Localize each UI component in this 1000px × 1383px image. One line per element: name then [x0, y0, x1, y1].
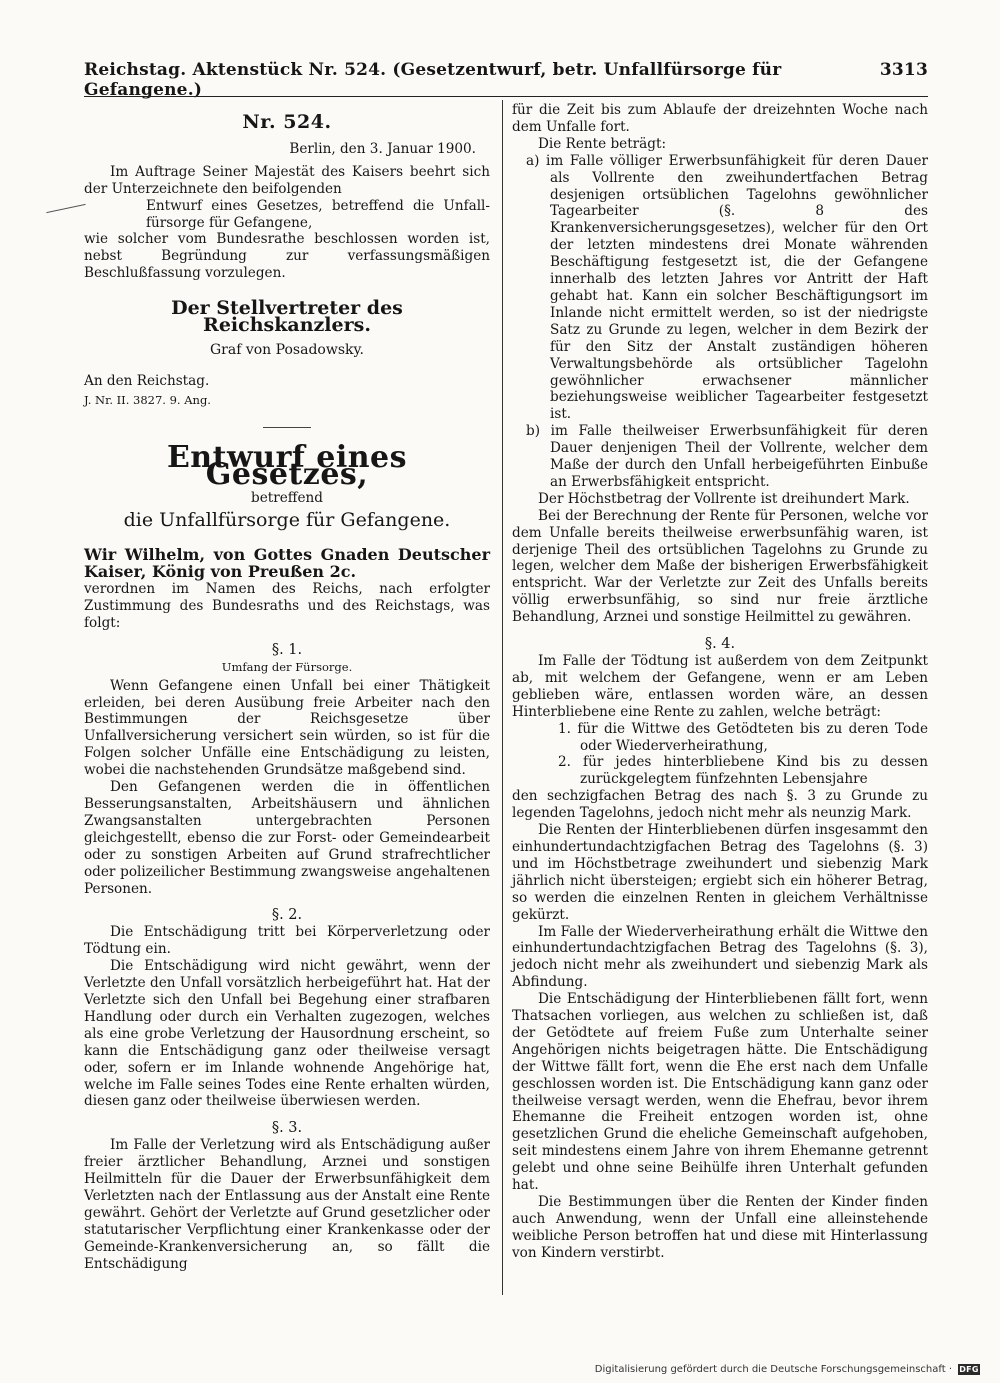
law-subject: die Unfallfürsorge für Gefangene. — [123, 509, 451, 532]
intro-draft-title: Entwurf eines Gesetzes, betreffend die Unfall-fürsorge für Gefangene, — [146, 197, 490, 231]
section-4-paragraph-5: Die Entschädigung der Hinterbliebenen fällt fort, wenn Thatsachen vorliegen, aus welchen zu schließen ist, daß der Getödtete auf freiem Fuße zum Unterhalte seiner Angehörigen nichts beigetragen hätte. Die Entschädigung der Wittwe fällt fort, wenn die Ehe erst nach dem Unfalle geschlossen worden ist. Die Entschädigung kann ganz oder theilweise versagt werden, wenn die Ehefrau, bevor ihrem Ehemanne die Freiheit entzogen worden ist, ohne gesetzlichen Grund die eheliche Gemeinschaft aufgehoben, seit mindestens einem Jahre von ihrem Ehemanne getrennt gelebt und ohne seine Beihülfe ihren Unterhalt gefunden hat. — [512, 991, 928, 1194]
law-title-betreffend: betreffend — [251, 489, 323, 506]
intro-paragraph: Im Auftrage Seiner Majestät des Kaisers beehrt sich der Unterzeichnete den beifolgenden — [84, 163, 490, 197]
section-2-heading: §. 2. — [271, 907, 303, 924]
dfg-logo-icon: DFG — [959, 1365, 979, 1374]
section-4-paragraph-4: Im Falle der Wiederverheirathung erhält die Wittwe den einhundertundachtzigfachen Betrag des Tagelohns (§. 3), jedoch nicht mehr als zweihundert und siebenzig Mark als Abfindung. — [512, 923, 928, 991]
left-column — [84, 102, 490, 1272]
margin-pen-mark — [46, 204, 85, 213]
intro-paragraph-end: wie solcher vom Bundesrathe beschlossen worden ist, nebst Begründung zur verfassungsmäßigen Beschlußfassung vorzulegen. — [84, 231, 490, 282]
section-4-heading: §. 4. — [704, 636, 736, 653]
list-item-a: a) im Falle völliger Erwerbsunfähigkeit für deren Dauer als Vollrente den zweihundertfachen Betrag desjenigen ortsüblichen Tagelohns gewöhnlicher Tagearbeiter (§. 8 des Krankenversicherungsgesetzes), welcher für den Ort der letzten mindestens drei Monate währenden Beschäftigung festgesetzt ist, die der Gefangene innerhalb des letzten Jahres vor Antritt der Haft gehabt hat. Kann ein solcher Beschäftigungsort im Inlande nicht ermittelt werden, so ist der niedrigste Satz zu Grunde zu legen, welcher in dem Bezirk der für den Sitz der Anstalt zuständigen höheren Verwaltungsbehörde als ortsüblicher Tagelohn gewöhnlicher erwachsener männlicher beziehungsweise weiblicher Tagearbeiter festgesetzt ist. — [526, 152, 928, 423]
section-2-paragraph-1: Die Entschädigung tritt bei Körperverletzung oder Tödtung ein. — [84, 924, 490, 958]
section-4-paragraph-1: Im Falle der Tödtung ist außerdem von dem Zeitpunkt ab, mit welchem der Gefangene, wenn er am Leben geblieben wäre, entlassen worden wäre, an dessen Hinterbliebene eine Rente zu zahlen, welche beträgt: — [512, 653, 928, 720]
section-3-heading: §. 3. — [271, 1120, 303, 1137]
section-4-paragraph-3: Die Renten der Hinterbliebenen dürfen insgesammt den einhundertundachtzigfachen Betrag des Tagelohns (§. 3) und im Höchstbetrage zweihundert und siebenzig Mark jährlich nicht übersteigen; ergiebt sich ein höherer Betrag, so werden die einzelnen Renten in gleichem Verhältnisse gekürzt. — [512, 822, 928, 923]
section-4-item-2: 2. für jedes hinterbliebene Kind bis zu dessen zurückgelegtem fünfzehnten Lebensjahre — [558, 754, 928, 788]
digitization-footer — [595, 1364, 980, 1375]
section-3-paragraph-1: Im Falle der Verletzung wird als Entschädigung außer freier ärztlicher Behandlung, Arznei und sonstigen Heilmitteln für die Dauer der Erwerbsunfähigkeit dem Verletzten nach der Entlassung aus der Anstalt eine Rente gewährt. Gehört der Verletzte auf Grund gesetzlicher oder statutarischer Verpflichtung einer Krankenkasse oder der Gemeinde-Krankenversicherung an, so fällt die Entschädigung — [84, 1137, 490, 1272]
enacting-clause: verordnen im Namen des Reichs, nach erfolgter Zustimmung des Bundesraths und des Reichstags, was folgt: — [84, 581, 490, 631]
running-title: Reichstag. Aktenstück Nr. 524. (Gesetzentwurf, betr. Unfallfürsorge für Gefangene.) — [84, 60, 782, 100]
section-2-paragraph-2: Die Entschädigung wird nicht gewährt, wenn der Verletzte den Unfall vorsätzlich herbeigeführt hat. Hat der Verletzte sich den Unfall bei Begehung einer strafbaren Handlung oder durch ein Verhalten zugezogen, welches als eine grobe Verletzung der Hausordnung erscheint, so kann die Entschädigung ganz oder theilweise versagt oder, sofern er im Inlande wohnende Angehörige hat, welche im Falle seines Todes eine Rente erhalten würden, diesen ganz oder theilweise überwiesen werden. — [84, 958, 490, 1110]
file-reference: J. Nr. II. 3827. 9. Ang. — [84, 392, 211, 407]
document-number: Nr. 524. — [242, 111, 332, 133]
header-rule — [84, 96, 928, 97]
addressee: An den Reichstag. — [84, 372, 210, 389]
footer-credit: Digitalisierung gefördert durch die Deutsche Forschungsgemeinschaft · — [594, 1364, 952, 1375]
section-1-heading: §. 1. — [271, 641, 303, 658]
section-1-subheading: Umfang der Fürsorge. — [221, 659, 353, 674]
section-1-paragraph-2: Den Gefangenen werden die in öffentlichen Besserungsanstalten, Arbeitshäusern und ähnlichen Zwangsanstalten untergebrachten Personen gleichgestellt, ebenso die zur Forst- oder Gemeindearbeit oder zu sonstigen Arbeiten auf Grund strafrechtlicher oder polizeilicher Bestimmung zwangsweise angehaltenen Personen. — [84, 779, 490, 897]
max-amount: Der Höchstbetrag der Vollrente ist dreihundert Mark. — [538, 490, 910, 507]
signature-name: Graf von Posadowsky. — [209, 341, 364, 358]
section-1-paragraph-1: Wenn Gefangene einen Unfall bei einer Thätigkeit erleiden, bei deren Ausübung freie Arbeiter nach den Bestimmungen der Reichsgesetze über Unfallversicherung versichert sein würden, so ist für die Folgen solcher Unfälle eine Entschädigung zu leisten, wobei die nachstehenden Grundsätze maßgebend sind. — [84, 677, 490, 779]
document-date: Berlin, den 3. Januar 1900. — [289, 140, 476, 157]
list-item-b: b) im Falle theilweiser Erwerbsunfähigkeit für deren Dauer denjenigen Theil der Vollrente, welcher dem Maße der durch den Unfall herbeigeführten Einbuße an Erwerbsfähigkeit entspricht. — [526, 423, 928, 490]
section-3-continuation: für die Zeit bis zum Ablaufe der dreizehnten Woche nach dem Unfalle fort. — [512, 102, 928, 135]
calculation-paragraph: Bei der Berechnung der Rente für Personen, welche vor dem Unfalle bereits theilweise erwerbsunfähig waren, ist derjenige Theil des ortsüblichen Tagelohns zu Grunde zu legen, welcher dem Maße der bisherigen Erwerbsfähigkeit entspricht. War der Verletzte zur Zeit des Unfalls bereits völlig erwerbsunfähig, so sind nur freie ärztliche Behandlung, Arznei und sonstige Heilmittel zu gewähren. — [512, 507, 928, 626]
column-divider — [502, 100, 503, 1295]
section-4-paragraph-6: Die Bestimmungen über die Renten der Kinder finden auch Anwendung, wenn der Unfall eine alleinstehende weibliche Person betroffen hat und diese mit Hinterlassung von Kindern verstirbt. — [512, 1194, 928, 1261]
section-4-paragraph-2: den sechzigfachen Betrag des nach §. 3 zu Grunde zu legenden Tagelohns, jedoch nicht mehr als neunzig Mark. — [512, 788, 928, 822]
section-separator — [263, 427, 311, 428]
enacting-formula: Wir Wilhelm, von Gottes Gnaden Deutscher Kaiser, König von Preußen 2c. — [84, 545, 490, 582]
right-column — [512, 102, 928, 1262]
law-title: Entwurf eines Gesetzes, — [166, 439, 408, 492]
page-number: 3313 — [879, 60, 928, 80]
running-header — [84, 60, 928, 100]
signature-office: Der Stellvertreter des Reichskanzlers. — [171, 297, 403, 337]
section-4-item-1: 1. für die Wittwe des Getödteten bis zu deren Tode oder Wiederverheirathung, — [558, 720, 928, 754]
rente-intro: Die Rente beträgt: — [538, 135, 667, 152]
